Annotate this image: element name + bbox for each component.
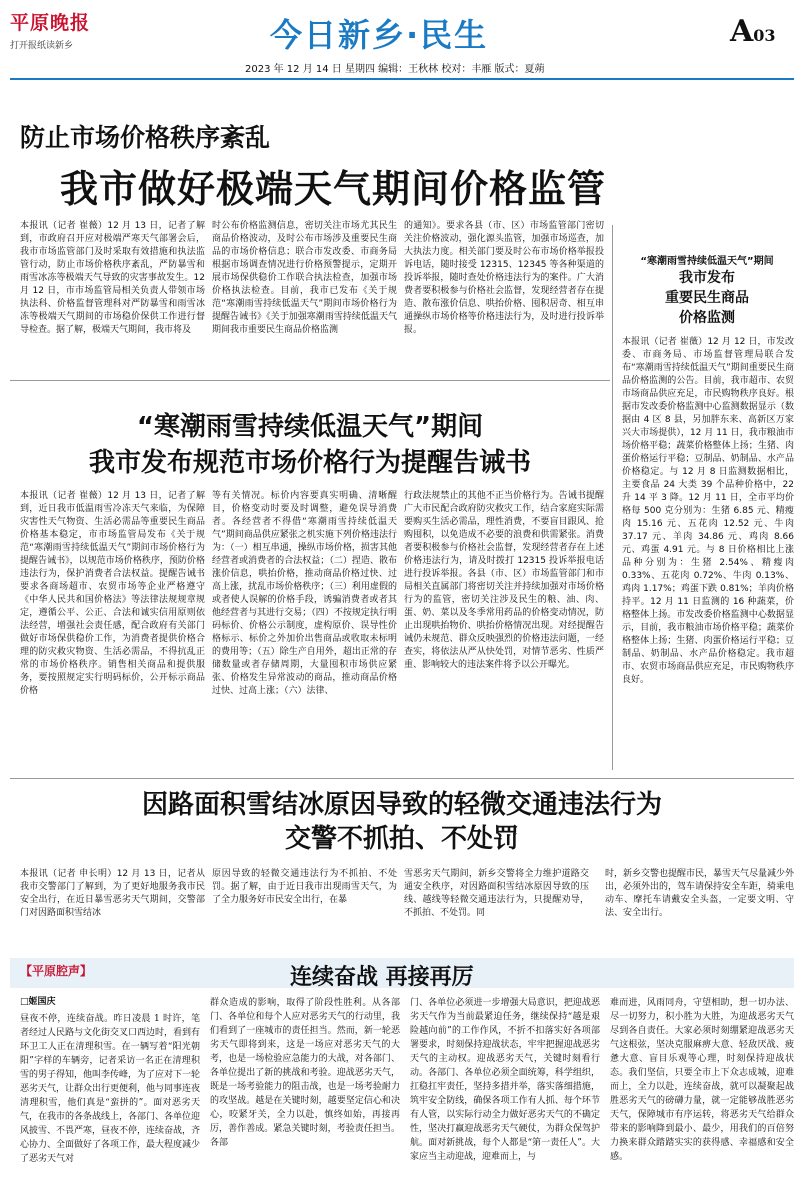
page-num: 03 — [753, 26, 776, 45]
article4-byline: □姬国庆 — [20, 997, 56, 1007]
logo-text: 平原晚报 — [10, 12, 91, 34]
article1-col3: 的通知》。要求各县（市、区）市场监管部门密切关注价格波动，强化源头监管，加强市场巡查，加大执法力度。相关部门要及时公布市场价格举报投诉电话，随时接受 12315、12345 等各种渠道的投诉举报，随时查处价格违法行为的案件。广大消费者要积极参与价格社会监督，发现经营者存在提造、散布涨价信息、哄抬价格、囤积居奇、相互串通操纵市场价格等价格违法行为，及时进行投诉举报。 — [404, 221, 604, 335]
sidebar-divider — [612, 225, 613, 770]
article3-rule — [10, 778, 794, 779]
article2-rule — [10, 380, 610, 381]
logo-slogan: 打开报纸读新乡 — [10, 41, 74, 51]
article1-col1: 本报讯（记者 崔薇）12 月 13 日，记者了解到，市政府召开应对极端严寒天气部署会后，我市市场监管部门及时采取有效措施和执法监管行动，防止市场价格秩序紊乱，严防暴雪和雨雪冰冻等极端天气导致的灾害事故发生。12 月 12 日，市市场监管局相关负责人带领市场执法科、价格监督管理科对严防暴雪和雨雪冰冻等极端天气期间的市场稳价保供工作进行督导检查。据了解，极端天气期间，我市将及 — [20, 221, 205, 335]
article3-col1: 本报讯（记者 申长明）12 月 13 日，记者从我市交警部门了解到，为了更好地服务我市民安全出行，在近日暴雪恶劣天气期间，交警部门对因路面积雪结冰 — [20, 869, 205, 918]
article1-kicker: 防止市场价格秩序紊乱 — [20, 123, 271, 152]
article4-col4: 难而进，风雨同舟，守望相助，想一切办法、尽一切努力，积小胜为大胜，为迎战恶劣天气尽到各自责任。大家必须时刻绷紧迎战恶劣天气这根弦，坚决克服麻痹大意、轻敌厌战、疲惫大意、盲目乐观等心理，时刻保持迎战状态。我们坚信，只要全市上下众志成城，迎难而上，全力以赴，连续奋战，就可以凝聚起战胜恶劣天气的磅礴力量，就一定能够战胜恶劣天气，保障城市有序运转，将恶劣天气给群众带来的影响降到最小、最少，用我们的百倍努力换来群众踏踏实实的获得感、幸福感和安全感。 — [610, 998, 794, 1162]
page-number — [730, 14, 776, 49]
column-tag: 【平原腔声】 — [20, 964, 93, 978]
article1-headline: 我市做好极端天气期间价格监管 — [60, 167, 607, 211]
article3-col4: 时，新乡交警也提醒市民，暴雪天气尽量减少外出，必须外出的，驾车请保持安全车距，骑乘电动车、摩托车请戴安全头盔，一定要文明、守法、安全出行。 — [605, 869, 794, 918]
sidebar-body: 本报讯（记者 崔薇）12 月 12 日，市发改委、市商务局、市场监督管理局联合发布“寒潮雨雪持续低温天气”期间重要民生商品价格监测的公告。目前，我市超市、农贸市场商品供应充足，市民购物秩序良好。根据市发改委价格监测中心监测数据显示（数据由 4 区 8 县，另加胖东来、高新区万家兴大市场提供），12 月 11 日，我市粮油市场价格平稳；蔬菜价格整体上扬；生猪、肉蛋价格运行平稳；豆制品、奶制品、水产品价格稳定。与 12 月 8 日监测数据相比，主要食品 24 大类 39 个品种价格中，22 升 14 平 3 降。12 月 11 日，全市平均价格每 500 克分别为：生猪 6.85 元、精瘦肉 15.16 元、五花肉 12.52 元、牛肉 37.17 元、羊肉 34.86 元、鸡肉 8.66 元、鸡蛋 4.91 元。与 8 日价格相比上涨品种分别为：生猪 2.54%、精瘦肉 0.33%、五花肉 0.72%、牛肉 0.13%、鸡肉 1.17%；鸡蛋下跌 0.81%；羊肉价格持平。12 月 11 日监测的 16 种蔬菜，价格整体上扬。市发改委价格监测中心数据显示，目前，我市粮油市场价格平稳；蔬菜价格整体上扬；生猪、肉蛋价格运行平稳；豆制品、奶制品、水产品价格稳定。我市超市、农贸市场商品供应充足，市民购物秩序良好。 — [622, 337, 794, 685]
dateline: 2023 年 12 月 14 日 星期四 编辑：王秋林 校对：丰雁 版式：夏蒴 — [245, 64, 545, 75]
page-letter: A — [730, 14, 754, 49]
masthead-logo — [10, 8, 120, 52]
article4-headline: 连续奋战 再接再厉 — [290, 964, 474, 990]
article3-headline2: 交警不抓拍、不处罚 — [284, 824, 519, 854]
article4-col2: 群众造成的影响，取得了阶段性胜利。从各部门、各单位和每个人应对恶劣天气的行动里，我们看到了一座城市的责任担当。然而，新一轮恶劣天气即将到来，这是一场应对恶劣天气的大考，也是一场检验应急能力的大战，对各部门、各单位提出了新的挑战和考验。迎战恶劣天气，既是一场考验能力的阻击战，也是一场考验耐力的攻坚战。越是在关键时刻，越要坚定信心和决心，咬紧牙关，全力以赴，慎终如始，再接再厉，善作善成。紧急关键时刻，考验责任担当。各部 — [210, 998, 400, 1148]
sidebar-kicker: “寒潮雨雪持续低温天气”期间 — [640, 256, 774, 267]
article3-headline1: 因路面积雪结冰原因导致的轻微交通违法行为 — [141, 790, 662, 820]
sidebar-title-line1: 我市发布 — [679, 270, 735, 286]
article2-col3: 行政法规禁止的其他不正当价格行为。告诫书提醒广大市民配合政府防灾救灾工作，结合家庭实际需要购买生活必需品，理性消费，不要盲目跟风、抢购囤积，以免造成不必要的浪费和供需紧张。消费者要积极参与价格社会监督，发现经营者存在上述价格违法行为，请及时拨打 12315 投诉举报电话进行投诉举报。各县（市、区）市场监管部门和市局相关直属部门将密切关注并持续加强对市场价格行为的监管，密切关注涉及民生的粮、油、肉、蛋、奶、菜以及冬季常用药品的价格变动情况，防止出现哄抬物价、哄抬价格情况出现。对经提醒告诫仍未规范、群众反映强烈的价格违法问题，一经查实，将依法从严从快处罚，对情节恶劣、性质严重、影响较大的违法案件将予以公开曝光。 — [404, 491, 604, 670]
article1-col2: 时公布价格监测信息，密切关注市场尤其民生商品价格波动，及时公布市场涉及重要民生商品的市场价格信息；联合市发改委、市商务局根据市场调查情况进行价格预警提示，定期开展市场保供稳价工作联合执法检查，加强市场价格执法检查。目前，我市已发布《关于规范“寒潮雨雪持续低温天气”期间市场价格行为提醒告诫书》《关于加强寒潮雨雪持续低温天气期间我市重要民生商品价格监测 — [212, 221, 397, 335]
article4-col3: 门、各单位必须进一步增强大局意识，把迎战恶劣天气作为当前最紧迫任务，继续保持“越是艰险越向前”的工作作风，不折不扣落实好各项部署要求，时刻保持迎战状态，牢牢把握迎战恶劣天气的主动权。迎战恶劣天气，关键时刻看行动。各部门、各单位必须全面统筹，科学组织，扛稳扛牢责任，坚持多措并举，落实落细措施，筑牢安全防线，确保各项工作有人抓、每个环节有人管，以实际行动全力做好恶劣天气的不确定性，坚决打赢迎战恶劣天气硬仗，为群众保驾护航。面对新挑战，每个人都是“第一责任人”。大家应当主动迎战，迎难而上，与 — [410, 998, 600, 1162]
section-title: 今日新乡·民生 — [270, 16, 489, 54]
article3-col2: 原因导致的轻微交通违法行为不抓拍、不处罚。据了解，由于近日我市出现雨雪天气，为了全力服务好市民安全出行，在暴 — [212, 869, 397, 905]
article3-col3: 雪恶劣天气期间，新乡交警将全力维护道路交通安全秩序，对因路面积雪结冰原因导致的压线、越线等轻微交通违法行为，只提醒劝导，不抓拍、不处罚。同 — [404, 869, 589, 918]
article2-headline1: “寒潮雨雪持续低温天气”期间 — [136, 412, 484, 442]
sidebar-title-line2: 重要民生商品 — [665, 290, 749, 306]
masthead-rule — [10, 78, 794, 80]
article2-col2: 等有关情况。标价内容要真实明确、清晰醒目，价格变动时要及时调整，避免误导消费者。各经营者不得借“寒潮雨雪持续低温天气”期间商品供应紧张之机实施下列价格违法行为：（一）相互串通，操纵市场价格，损害其他经营者或消费者的合法权益；（二）捏造、散布涨价信息，哄抬价格，推动商品价格过快、过高上涨，扰乱市场价格秩序；（三）利用虚假的或者使人误解的价格手段，诱骗消费者或者其他经营者与其进行交易；（四）不按规定执行明码标价、价格公示制度，虚构原价、误导性价格标示、标价之外加价出售商品或收取未标明的费用等；（五）除生产自用外，超出正常的存储数量或者存储周期，大量囤积市场供应紧张、价格发生异常波动的商品，推动商品价格过快、过高上涨；（六）法律、 — [212, 491, 397, 696]
article2-col1: 本报讯（记者 崔薇）12 月 13 日，记者了解到，近日我市低温雨雪冷冻天气来临，为保障灾害性天气物资、生活必需品等重要民生商品价格基本稳定，市市场监管局发布《关于规范“寒潮雨雪持续低温天气”期间市场价格行为提醒告诫书》，以规范市场价格秩序，预防价格违法行为，保护消费者合法权益。提醒告诫书要求各商场超市、农贸市场等企业严格遵守《中华人民共和国价格法》等法律法规规章规定，遵循公平、公正、合法和诚实信用原则依法经营，增强社会责任感，配合政府有关部门做好市场保供稳价工作，为消费者提供价格合理的防灾救灾物资、生活必需品，不得抗乱正常的市场价格秩序。销售相关商品和提供服务，要按照规定实行明码标价，公开标示商品价格 — [20, 491, 205, 696]
sidebar-title-line3: 价格监测 — [679, 310, 735, 326]
article2-headline2: 我市发布规范市场价格行为提醒告诫书 — [88, 448, 531, 478]
sidebar-title — [622, 268, 792, 328]
article4-col1: 昼夜不停，连续奋战。昨日凌晨 1 时许，笔者经过人民路与文化街交叉口西边时，看到有环卫工人正在清理积雪。在一辆写着“阳光朝阳”字样的车辆旁，记者采访一名正在清理积雪的男子得知，他叫李传峰，为了应对下一轮恶劣天气，让群众出行更便利，他与同事连夜清理积雪，他们真是“蛮拼的”。面对恶劣天气，在我市的各条战线上，各部门、各单位迎风披雪、不畏严寒，昼夜不停，连续奋战，齐心协力、全面做好了各项工作，最大程度减少了恶劣天气对 — [20, 1014, 200, 1164]
